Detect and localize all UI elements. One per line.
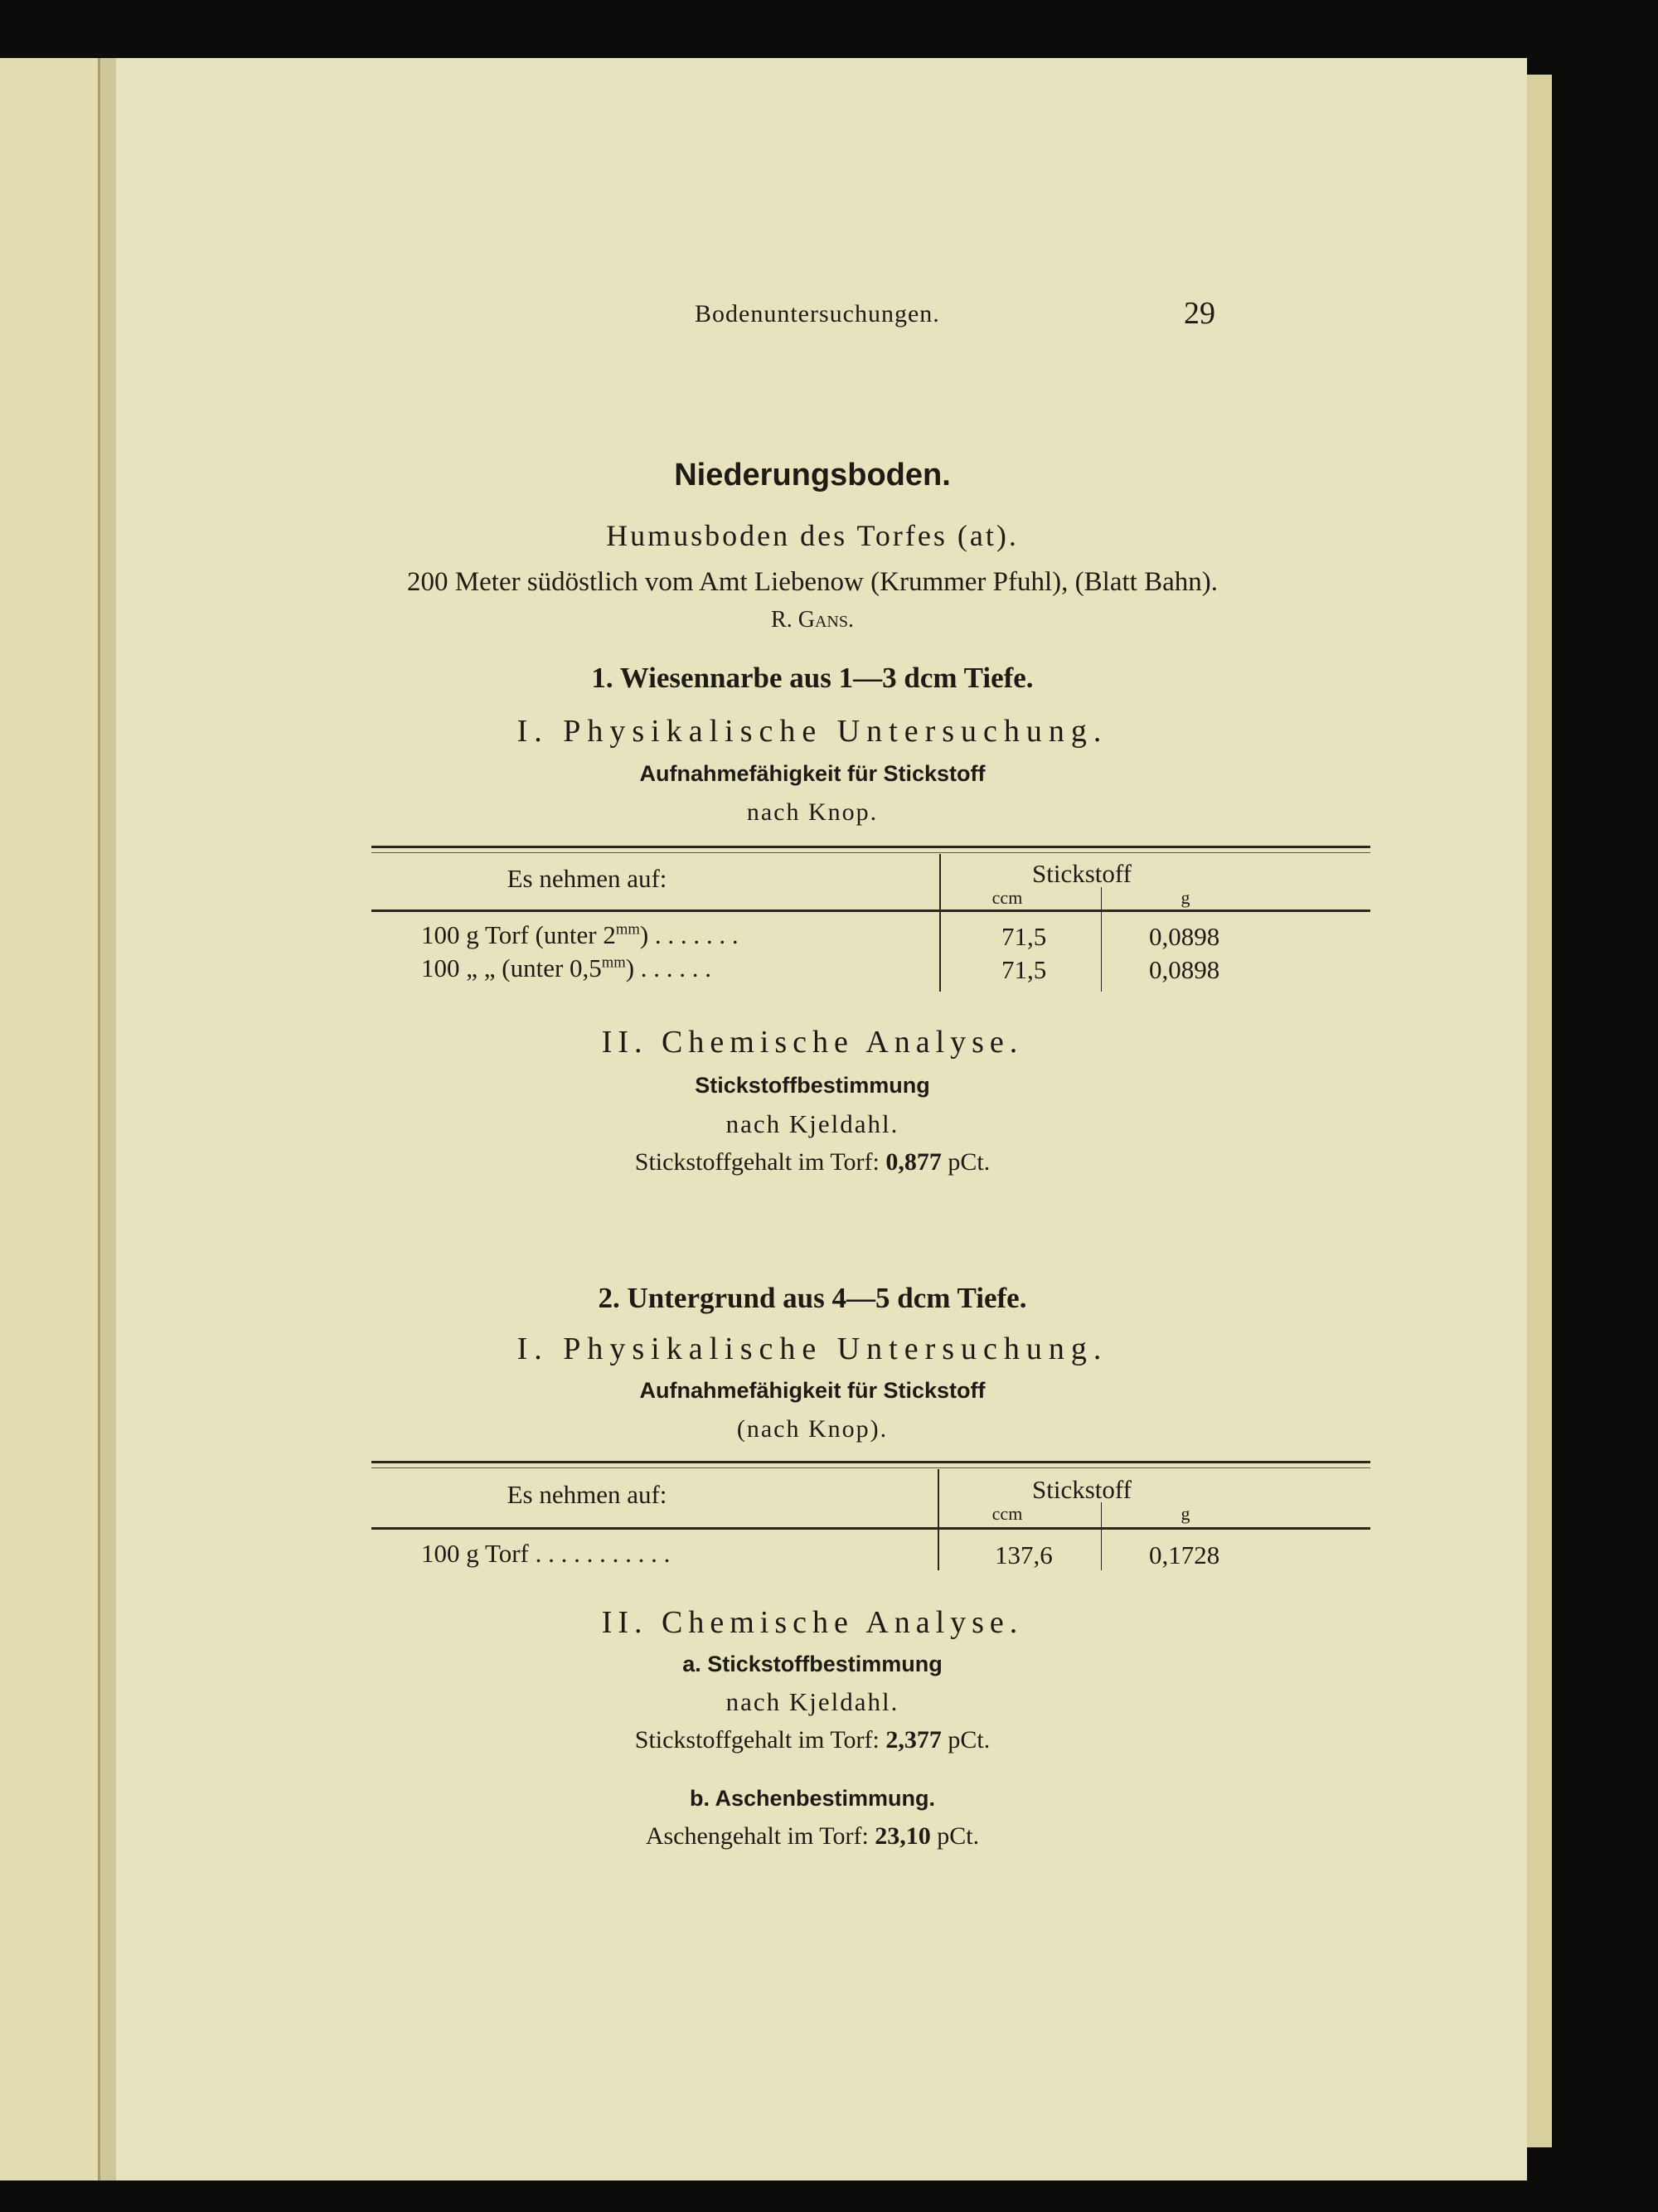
table2-row1-ccm: 137,6 — [995, 1540, 1053, 1569]
table1-row2-g: 0,0898 — [1149, 955, 1220, 984]
table2-divider — [938, 1469, 939, 1570]
section2-chem-a-result — [365, 1726, 1260, 1754]
section1-chem-title: II. Chemische Analyse. — [601, 1025, 1024, 1060]
row-label-sup: mm — [601, 953, 626, 972]
section2-chem-a-method: nach Kjeldahl. — [725, 1687, 899, 1716]
table1-col-g: g — [1180, 887, 1190, 908]
result-unit: pCt. — [948, 1726, 991, 1754]
result-label: Aschengehalt im Torf: — [645, 1822, 869, 1850]
table2-col-g: g — [1180, 1503, 1190, 1524]
result-unit: pCt. — [948, 1148, 991, 1176]
section-heading: Niederungsboden. — [674, 458, 951, 492]
book-page — [116, 58, 1527, 2180]
section2-chem-a-title: a. Stickstoffbestimmung — [682, 1652, 943, 1676]
table-row — [421, 920, 739, 950]
table1-divider — [939, 854, 941, 992]
table2-col-ccm: ccm — [991, 1503, 1023, 1524]
section1-chem-result — [365, 1148, 1260, 1176]
section2-phys-subtitle: Aufnahmefähigkeit für Stickstoff — [639, 1378, 986, 1403]
table-row — [421, 953, 711, 983]
table1-top-rule — [371, 846, 1370, 848]
section2-chem-title: II. Chemische Analyse. — [601, 1605, 1024, 1640]
table1-col-ccm: ccm — [991, 887, 1023, 908]
section1-phys-method: nach Knop. — [746, 798, 879, 826]
row-label-sup: mm — [615, 920, 640, 939]
table-row: 100 g Torf . . . . . . . . . . . — [421, 1539, 671, 1568]
row-label-tail: ) . . . . . . — [625, 953, 712, 982]
row-label: 100 „ „ (unter 0,5 — [421, 953, 602, 982]
result-unit: pCt. — [937, 1822, 980, 1850]
page-edge — [1525, 75, 1552, 2147]
table1-head-rule — [371, 910, 1370, 912]
section2-phys-method: (nach Knop). — [736, 1415, 889, 1443]
section2-chem-b-result — [365, 1822, 1260, 1851]
table2-top-rule — [371, 1461, 1370, 1463]
running-header-title: Bodenuntersuchungen. — [695, 300, 940, 327]
section1-phys-title: I. Physikalische Untersuchung. — [516, 714, 1108, 749]
row-label: 100 g Torf (unter 2 — [421, 920, 616, 949]
page-number: 29 — [1184, 296, 1215, 331]
section1-title: 1. Wiesennarbe aus 1—3 dcm Tiefe. — [591, 662, 1034, 694]
result-value: 0,877 — [885, 1148, 942, 1176]
result-value: 2,377 — [885, 1726, 942, 1754]
section1-chem-method: nach Kjeldahl. — [725, 1109, 899, 1138]
result-value: 23,10 — [875, 1822, 931, 1850]
table2-head-rule — [371, 1527, 1370, 1530]
table1-subdivider — [1101, 887, 1102, 992]
table1-row2-ccm: 71,5 — [1001, 955, 1047, 984]
table2-col-group: Stickstoff — [1032, 1475, 1132, 1504]
section2-title: 2. Untergrund aus 4—5 dcm Tiefe. — [598, 1282, 1027, 1314]
section2-chem-b-title: b. Aschenbestimmung. — [689, 1786, 936, 1811]
section2-phys-title: I. Physikalische Untersuchung. — [516, 1332, 1108, 1366]
table1-top-rule-thin — [371, 852, 1370, 853]
row-label-tail: ) . . . . . . . — [639, 920, 739, 949]
location-line: 200 Meter südöstlich vom Amt Liebenow (Krummer Pfuhl), (Blatt Bahn). — [407, 567, 1218, 597]
table2-row1-g: 0,1728 — [1149, 1540, 1220, 1569]
table1-col-group: Stickstoff — [1032, 859, 1132, 888]
subheading: Humusboden des Torfes (at). — [606, 519, 1019, 552]
table1-row1-ccm: 71,5 — [1001, 922, 1047, 951]
table2-top-rule-thin — [371, 1467, 1370, 1468]
author: R. Gans. — [771, 607, 854, 633]
section1-phys-subtitle: Aufnahmefähigkeit für Stickstoff — [639, 761, 986, 786]
result-label: Stickstoffgehalt im Torf: — [634, 1726, 880, 1754]
table2-subdivider — [1101, 1502, 1102, 1570]
table1-col-label: Es nehmen auf: — [507, 864, 667, 893]
table1-row1-g: 0,0898 — [1149, 922, 1220, 951]
section1-chem-subtitle: Stickstoffbestimmung — [695, 1073, 930, 1098]
table2-col-label: Es nehmen auf: — [507, 1480, 667, 1509]
result-label: Stickstoffgehalt im Torf: — [634, 1148, 880, 1176]
